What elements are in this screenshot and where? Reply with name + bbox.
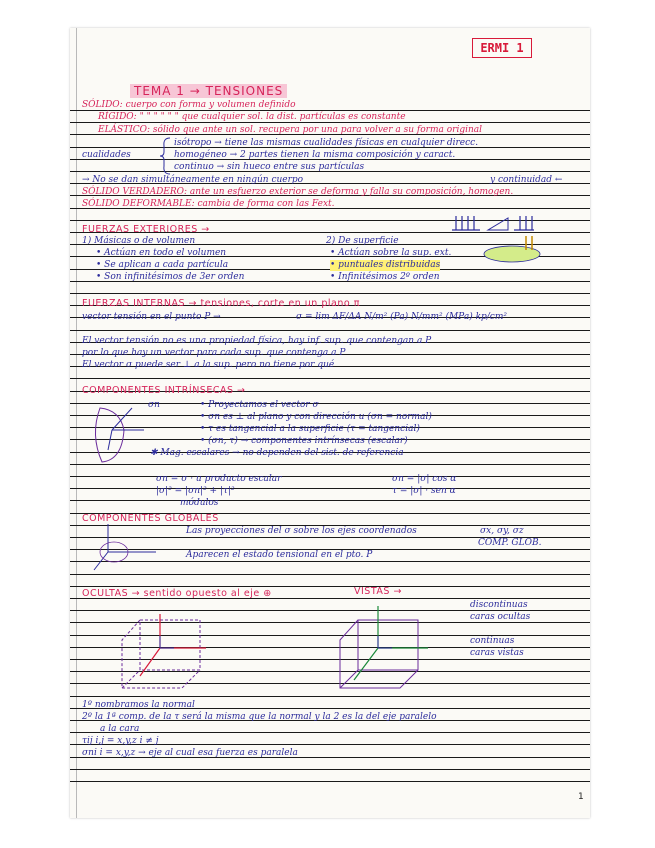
note-solido-verdadero: SÓLIDO VERDADERO: ante un esfuerzo exterior se deforma y falla su composición, homogen. [82,187,514,197]
formula-sigma-n: σn = σ · u producto escalar [156,474,282,484]
formula-sen: τ = |σ| · sen α [392,486,456,496]
note-global-4: Aparecen el estado tensional en el pto. P [186,550,373,560]
visible-faces-cube [328,600,448,692]
force-diagram-icon [450,214,540,264]
note-solido: SÓLIDO: cuerpo con forma y volumen definido [82,100,296,110]
ruled-line [70,293,590,294]
note-vt-3: El vector σ puede ser ⊥ a la sup. pero no tiene por qué [82,360,335,370]
note-superficie-3: • Infinitésimos 2º orden [330,272,440,282]
note-masica-2: • Se aplican a cada partícula [96,260,229,270]
ruled-line [70,476,590,477]
note-continuo: continuo → sin hueco entre sus partículas [174,162,365,172]
note-nomenclatura-4: τij i,j = x,y,z i ≠ j [82,736,159,746]
page-number: 1 [578,792,584,802]
hidden-faces-cube [110,600,230,692]
formula-modulo: |σ|² = |σn|² + |τ|² [156,486,235,496]
note-discontinuas: discontinuas [470,600,528,610]
ruled-line [70,696,590,697]
note-superficie-1: • Actúan sobre la sup. ext. [330,248,452,258]
note-rigido: RÍGIDO: " " " " " " que cualquier sol. la dist. partículas es constante [98,112,406,122]
note-comp-2: • σn es ⊥ al plano y con dirección u (σn = normal) [200,412,432,422]
note-nomenclatura-5: σni i = x,y,z → eje al cual esa fuerza es paralela [82,748,298,758]
sigma-definition: σ = lim ΔF/ΔA N/m² (Pa) N/mm² (MPa) kp/cm² [296,312,507,322]
note-nomenclatura-1: 1º nombramos la normal [82,700,195,710]
label-sigma-n: σn [148,400,160,410]
heading-fuerzas-internas: FUERZAS INTERNAS → tensiones, corte en un plano π [82,298,360,309]
note-masica-3: • Son infinitésimos de 3er orden [96,272,245,282]
note-cualidades: cualidades [82,150,131,160]
note-global-2: σx, σy, σz [480,526,524,536]
ruled-line [70,464,590,465]
subject-code: ERMI 1 [472,38,532,58]
note-homogeneo: homogéneo → 2 partes tienen la misma composición y caract. [174,150,456,160]
note-nomenclatura-3: a la cara [100,724,140,734]
ruled-line [70,378,590,379]
heading-vistas: VISTAS → [354,586,402,597]
note-isotropo: isótropo → tiene las mismas cualidades físicas en cualquier direcc. [174,138,479,148]
note-caras-vistas: caras vistas [470,648,524,658]
ruled-line [70,488,590,489]
note-superficie: 2) De superficie [326,236,399,246]
note-elastico: ELÁSTICO: sólido que ante un sol. recupera por una para volver a su forma original [98,125,483,135]
heading-ocultas: OCULTAS → sentido opuesto al eje ⊕ [82,588,272,599]
ruled-line [70,586,590,587]
page-title: TEMA 1 → TENSIONES [130,84,287,98]
notebook-page [70,28,590,818]
note-continuidad: y continuidad ← [490,175,563,185]
heading-componentes-intrinsecas: COMPONENTES INTRÍNSECAS → [82,385,246,396]
brace-icon [160,136,172,176]
note-masicas: 1) Másicas o de volumen [82,236,196,246]
note-comp-3: • τ es tangencial a la superficie (τ = tangencial) [200,424,420,434]
note-superficie-2: • puntuales distribuidas [330,260,441,270]
ruled-line [70,781,590,782]
label-modulos: módulos [180,498,219,508]
note-vt-2: por lo que hay un vector para cada sup. que contenga a P [82,348,346,358]
global-axes-diagram [90,522,160,576]
note-global-3: COMP. GLOB. [478,538,542,548]
ruled-line [70,500,590,501]
note-global-1: Las proyecciones del σ sobre los ejes coordenados [186,526,417,536]
note-caras-ocultas: caras ocultas [470,612,531,622]
note-comp-1: • Proyectamos el vector σ [200,400,319,410]
note-masica-1: • Actúan en todo el volumen [96,248,227,258]
note-solido-deformable: SÓLIDO DEFORMABLE: cambia de forma con las Fext. [82,199,335,209]
formula-cos: σn = |σ| cos α [392,474,457,484]
intrinsic-diagram [88,400,148,470]
note-nomenclatura-2: 2º la 1ª comp. de la τ será la misma que la normal y la 2 es la del eje paralelo [82,712,437,722]
note-comp-5: ✱ Mag. escalares → no dependen del sist. de referencia [150,448,404,458]
note-comp-4: • (σn, τ) → componentes intrínsecas (escalar) [200,436,408,446]
ruled-line [70,769,590,770]
heading-fuerzas-exteriores: FUERZAS EXTERIORES → [82,224,210,235]
note-simultaneo: → No se dan simultáneamente en ningún cuerpo [82,175,304,185]
note-continuas: continuas [470,636,515,646]
note-vt-1: El vector tensión no es una propiedad física, hay inf. sup. que contengan a P [82,336,432,346]
heading-componentes-globales: COMPONENTES GLOBALES [82,513,219,524]
note-vector-tension: vector tensión en el punto P → [82,312,221,322]
ruled-line [70,732,590,733]
ruled-line [70,330,590,331]
